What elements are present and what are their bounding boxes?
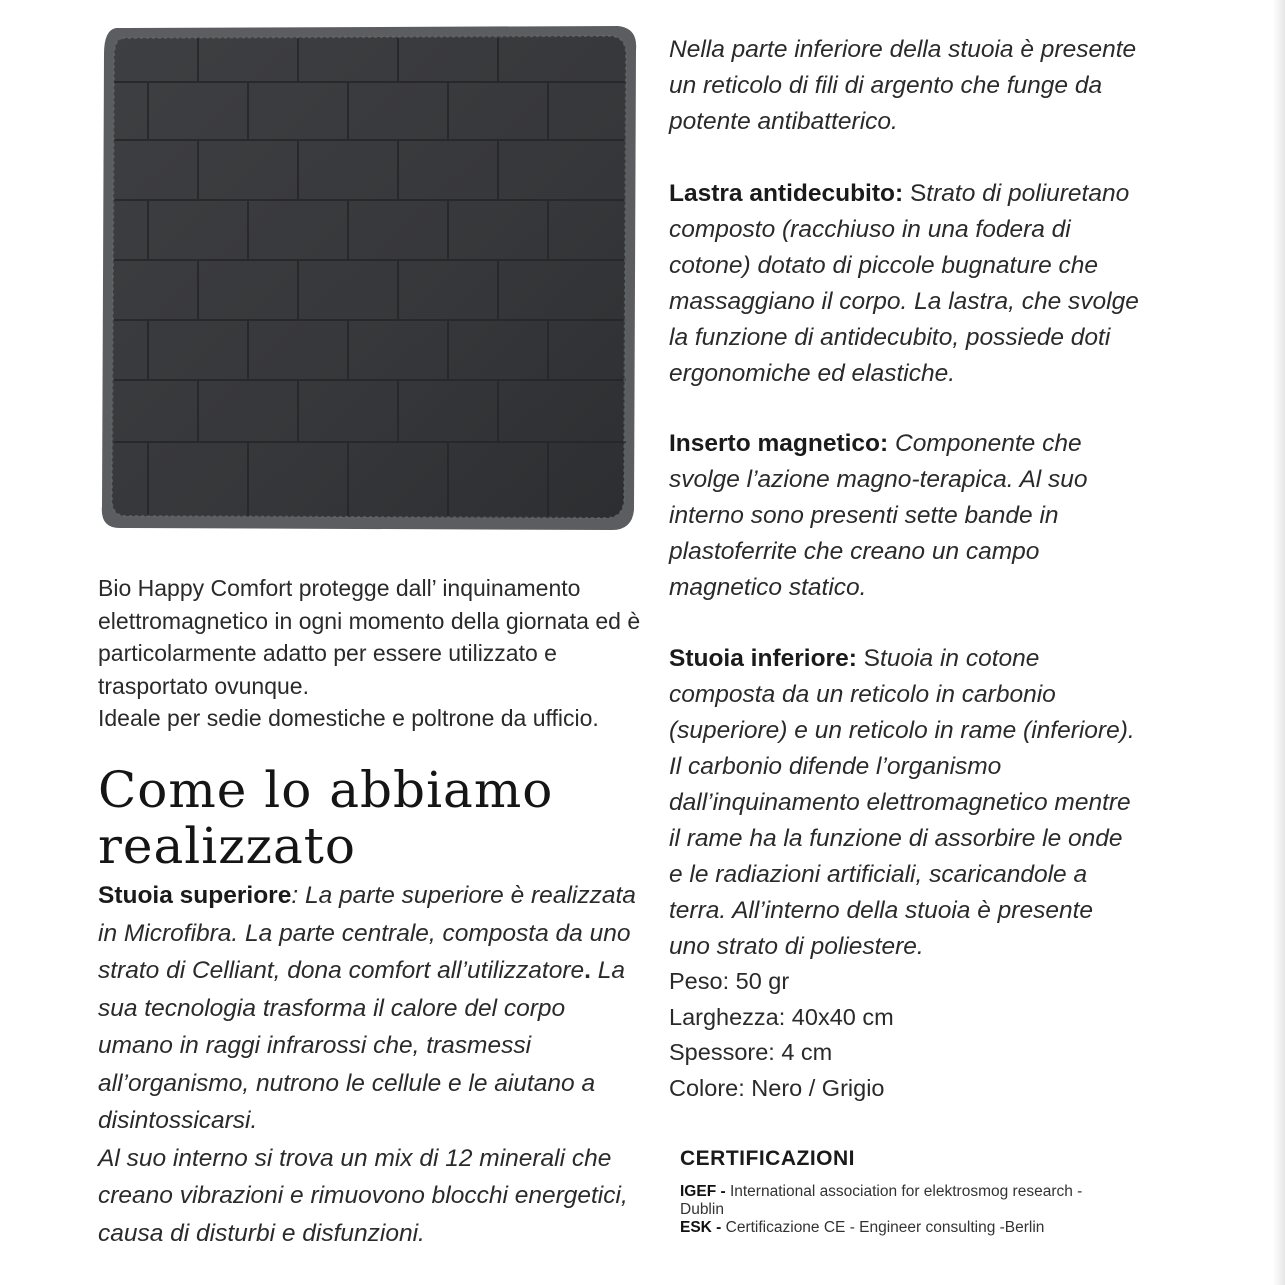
cert-text: International association for elektrosmog research - Dublin	[680, 1183, 1083, 1218]
stuoia-superiore-text-2: La sua tecnologia trasforma il calore del corpo umano in raggi infrarossi che, trasmessi all’organismo, nutrono le cellule e le aiutano a disintossicarsi.	[98, 957, 626, 1134]
certificazioni-title: CERTIFICAZIONI	[680, 1147, 855, 1170]
certificazioni-list	[680, 1183, 1100, 1237]
inserto-term: Inserto magnetico:	[669, 430, 889, 457]
inserto-text: Componente che svolge l’azione magno-terapica. Al suo interno sono presenti sette bande in plastoferrite che creano un campo magnetico statico.	[669, 430, 1088, 601]
specs-list	[669, 964, 1139, 1106]
spec-spessore: Spessore: 4 cm	[669, 1039, 833, 1065]
cert-item	[680, 1219, 1100, 1237]
page-edge-shadow	[1273, 0, 1285, 1285]
lastra-section	[669, 176, 1139, 392]
lastra-text: trato di poliuretano composto (racchiuso in una fodera di cotone) dotato di piccole bugnature che massaggiano il corpo. La lastra, che svolge la funzione di antidecubito, possiede doti ergonomiche ed elastiche.	[669, 180, 1139, 387]
stuoia-inferiore-first-letter: S	[863, 645, 881, 672]
stuoia-inferiore-section	[669, 641, 1139, 965]
cert-item	[680, 1183, 1100, 1219]
stuoia-inferiore-text-2: Il carbonio difende l’organismo dall’inquinamento elettromagnetico mentre il rame ha la funzione di assorbire le onde e le radiazioni artificiali, scaricandole a terra. All’interno della stuoia è presente uno strato di poliestere.	[669, 753, 1131, 960]
intro-line-2: Ideale per sedie domestiche e poltrone da ufficio.	[98, 705, 599, 731]
right-intro: Nella parte inferiore della stuoia è presente un reticolo di fili di argento che funge da potente antibatterico.	[669, 36, 1137, 135]
intro-line-1: Bio Happy Comfort protegge dall’ inquinamento elettromagnetico in ogni momento della giornata ed è particolarmente adatto per essere utilizzato e trasportato ovunque.	[98, 575, 641, 699]
stuoia-superiore-dot: .	[584, 957, 591, 984]
spec-peso: Peso: 50 gr	[669, 968, 790, 994]
stuoia-superiore-term: Stuoia superiore	[98, 882, 292, 909]
stuoia-inferiore-text-1: tuoia in cotone composta da un reticolo in carbonio (superiore) e un reticolo in rame (inferiore).	[669, 645, 1135, 744]
lastra-term: Lastra antidecubito:	[669, 180, 904, 207]
spec-colore: Colore: Nero / Grigio	[669, 1074, 885, 1101]
stuoia-superiore-text-3: Al suo interno si trova un mix di 12 minerali che creano vibrazioni e rimuovono blocchi energetici, causa di disturbi e disfunzioni.	[98, 1144, 628, 1247]
intro-text	[98, 572, 643, 735]
lastra-first-letter: S	[909, 180, 927, 207]
inserto-section	[669, 426, 1139, 606]
cert-code: ESK -	[680, 1219, 722, 1236]
cushion-image	[98, 24, 640, 532]
stuoia-inferiore-term: Stuoia inferiore:	[669, 645, 857, 672]
stuoia-superiore-text-1: : La parte superiore è realizzata in Microfibra. La parte centrale, composta da uno strato di Celliant, dona comfort all’utilizzatore	[98, 882, 636, 984]
cert-text: Certificazione CE - Engineer consulting -Berlin	[721, 1219, 1045, 1236]
stuoia-superiore-section	[98, 877, 638, 1252]
cert-code: IGEF -	[680, 1183, 726, 1200]
spec-larghezza: Larghezza: 40x40 cm	[669, 1003, 894, 1030]
section-heading: Come lo abbiamo realizzato	[98, 761, 554, 875]
